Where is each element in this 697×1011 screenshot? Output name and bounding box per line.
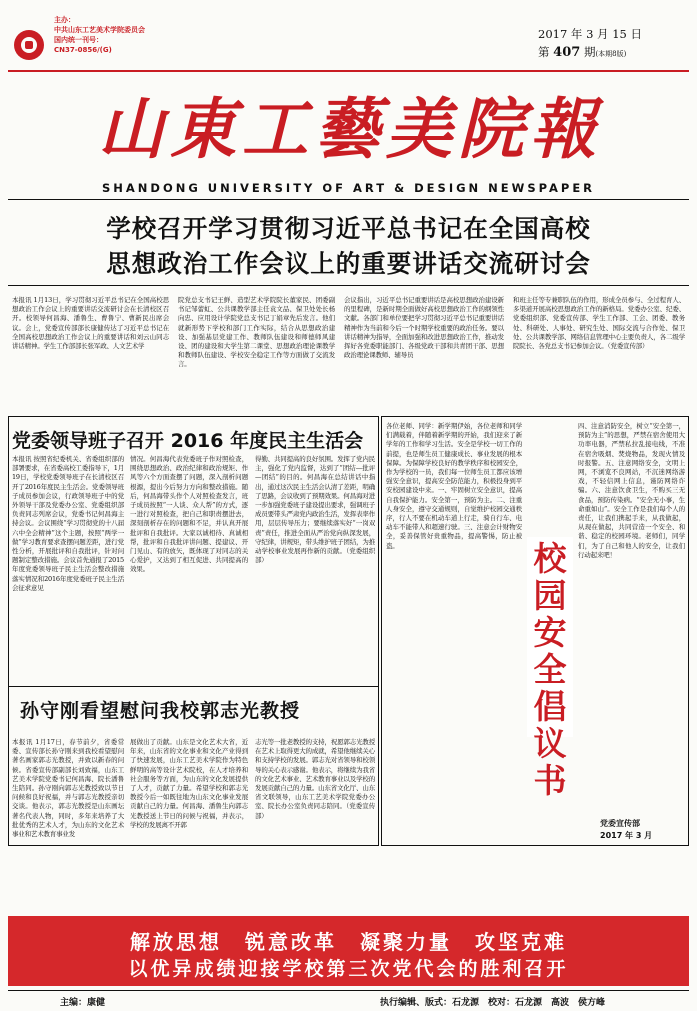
visit-headline: 孙守刚看望慰问我校郭志光教授 — [20, 700, 301, 722]
lead-article-col2: 院党总支书记王鲜、造型艺术学院院长董家民、团委副书记邹蕾虹、公共课教学部主任袁文品、保卫处处长杨向忠、应用设计学院党总支书记丁娟章先后发言。他们就新形势下学校和部门工作实际，结合从思想政治建设、加强基层党建工作、教师队伍建设和师德师风建设、团的建设和大学生第二课堂、思想政治理论课教学和教师队伍建设、学校安全稳定工作等方面做了交流发言。 — [178, 296, 335, 369]
meeting-article-col1: 本报讯 按照省纪委机关、省委组织部的部署要求，在省委高校工委指导下，1月19日，学校党委领导班子在长清校区召开了2016年度民主生活会。党委领导班子成员参加会议，行政领导班子中的党外领导干部及党委办公室、党委组织部负责同志列席会议，党委书记何昌海主持会议。会议围绕“学习贯彻党的十八届六中全会精神”这个主题，按照“两学一做”学习教育要求查摆问题差距，进行党性分析，开展批评和自我批评，针对问题制定整改措施。会议首先通报了2015年度党委领导班子民主生活会整改措施落实情况和2016年度党委班子民主生活会征求意见 — [12, 455, 124, 592]
visit-article-col3: 志光等一批老教授的支持，祝愿郭志光教授在艺术上取得更大的成就，希望他继续关心和支持学校的发展。郭志光对省领导和校领导的关心表示感谢。他表示，将继续为我省的文化艺术事业、艺术教育事业以及学校的发展贡献自己的力量。山东省文化厅、山东省文联领导，山东工艺美术学院党委办公室、院长办公室负责同志陪同。（党委宣传部） — [255, 738, 375, 820]
footer-exec-editor: 执行编辑、版式：石龙源 校对：石龙源 高波 侯方峰 — [380, 998, 606, 1008]
visit-article-col2: 展做出了贡献。山东是文化艺术大省，近年来，山东省的文化事业和文化产业得到了快速发展，山东工艺美术学院作为特色鲜明的高等设计艺术院校，在人才培养和社会服务等方面，为山东的文化发展提供了人才，贡献了力量。希望学校和郭志光教授今后一如既往地为山东文化事业发展贡献自己的力量。何昌海、潘鲁生向郭志光教授送上节日的问候与祝福，并表示，学校的发展离不开郭 — [130, 738, 248, 829]
sponsor-block — [54, 15, 145, 55]
issue-date: 2017 年 3 月 15 日 — [538, 27, 642, 41]
divider — [8, 285, 689, 286]
safety-vertical-title: 校园安全倡议书 — [533, 539, 567, 800]
safety-text-left: 各位老师、同学：新学期伊始，各位老师和同学们满载着，伴随着新学期的开始，我们迎来了新学年的工作和学习生活。安全是学校一切工作的前提，也是师生员工健康成长、事业发展的根本保障。为保障学校良好的教学秩序和校园安全，作为学校的一员，我们每一位师生员工都应该增强安全意识，提高安全防范能力，积极投身到平安校园建设中来。一、牢固树立安全意识，提高自我保护能力。安全第一，预防为主。二、注重人身安全，遵守交通规则，自觉维护校园交通秩序，行人不要在机动车道上行走，骑自行车、电动车不能带人和超速行驶。三、注意会计财物安全，妥善保管好贵重物品，提高警惕，防止被盗。 — [386, 422, 522, 550]
school-logo — [14, 30, 44, 60]
issue-number-line — [538, 44, 626, 60]
lead-article-col4: 和班主任等专兼职队伍的作用，形成全员参与、全过程育人、多渠道开展高校思想政治工作的新格局。党委办公室、纪委、党委组织部、党委宣传部、学生工作部、工会、团委、教务处、科研处、人事处、研究生处、国际交流与合作处、保卫处、公共课教学部、网络信息管理中心主要负责人，各二级学院院长、各党总支书记参加会议。（党委宣传部） — [513, 296, 685, 351]
footer-editor: 主编：康健 — [60, 998, 106, 1008]
issue-number: 407 — [553, 45, 581, 60]
lead-headline-line1: 学校召开学习贯彻习近平总书记在全国高校 — [106, 214, 591, 243]
newspaper-name-en: SHANDONG UNIVERSITY OF ART & DESIGN NEWSPAPER — [101, 181, 596, 195]
visit-article-col1: 本报讯 1月17日，春节前夕，省委常委、宣传部长孙守刚来到我校看望慰问著名画家郭志光教授，并致以新春的问候。省委宣传部副部长刘致福，山东工艺美术学院党委书记何昌海、院长潘鲁生陪同。孙守刚向郭志光教授致以节日问候和良好祝福，并与郭志光教授亲切交谈。他表示，郭志光教授是山东画坛著名代表人物，同时，多年来培养了大批优秀的艺术人才，为山东的文化艺术事业和艺术教育事业发 — [12, 738, 124, 839]
issue-note: (本期8版) — [595, 50, 627, 58]
sponsor-org: 中共山东工艺美术学院委员会 — [54, 26, 145, 34]
slogan-line1: 解放思想 锐意改革 凝聚力量 攻坚克难 — [130, 930, 567, 954]
lead-article-col3: 会议指出，习近平总书记重要讲话是高校思想政治建设新的里程碑，是新时期全面做好高校思想政治工作的纲领性文献。各部门和单位要把学习贯彻习近平总书记重要讲话精神作为当前和今后一个时期学校重要的政治任务。要以讲话精神为指导，全面加强和改进思想政治工作，推动发挥好各党委职能部门、各级党政干部和共青团干部、思想政治理论课教师、辅导员 — [344, 296, 504, 360]
issn-number: CN37-0856/(G) — [54, 46, 112, 54]
meeting-article-col2: 情况。何昌海代表党委班子作对照检查，围绕思想政治、政治纪律和政治规矩、作风等六个方面查摆了问题，深入剖析问题根源，提出今后努力方向和整改措施。随后，何昌海带头作个人对照检查发言，班子成员按照“一人谈、众人帮”的方式，逐一进行对照检查，把自己和职责摆进去，深刻剖析存在的问题和不足，并认真开展批评和自我批评。大家以诚相待、真诚相帮，批评和自我批评讲问题、提建议、开门见山、有的放矢，既体现了对同志的关心爱护，又达到了相互促进、共同提高的效果。 — [130, 455, 248, 574]
slogan-line2: 以优异成绩迎接学校第三次党代会的胜利召开 — [128, 958, 569, 980]
divider — [8, 686, 379, 687]
safety-signer: 党委宣传部 — [600, 819, 640, 828]
lead-article-col1: 本报讯 1月13日，学习贯彻习近平总书记在全国高校思想政治工作会议上的重要讲话交流研讨会在长清校区召开。校领导何昌海、潘鲁生、曹鲁宁、曹新民出席会议。会上，党委宣传部部长康健传达了习近平总书记在全国高校思想政治工作会议上的重要讲话和刘云山同志讲话精神。学生工作部部长张军政、人文艺术学 — [12, 296, 169, 351]
issue-suffix: 期 — [583, 45, 596, 59]
safety-text-right: 四、注意消防安全，树立“安全第一，预防为主”的思想，严禁在宿舍使用大功率电器，严禁私拉乱接电线，不准在宿舍吸烟、焚烧物品，发现火情及时报警。五、注意网络安全，文明上网，不浏览不良网站，不沉迷网络游戏，不轻信网上信息，谨防网络诈骗。六、注意饮食卫生，不购买三无食品，预防传染病。“安全无小事，生命重如山”。安全工作是我们每个人的责任，让我们携起手来，从我做起，从现在做起，共同营造一个安全、和谐、稳定的校园环境。老师们，同学们，为了自己和他人的安全，让我们行动起来吧！ — [578, 422, 685, 559]
lead-headline-line2: 思想政治工作会议上的重要讲话交流研讨会 — [106, 249, 591, 278]
issn-label: 国内统一刊号： — [54, 36, 103, 44]
footer-rule — [8, 990, 689, 991]
masthead-rule — [8, 70, 689, 72]
sponsor-label: 主办： — [54, 16, 75, 24]
newspaper-masthead: 山東工藝美院報 — [98, 90, 602, 168]
safety-sign-date: 2017 年 3 月 — [600, 831, 653, 840]
meeting-article-col3: 得勤、共同提高的良好氛围。发挥了党内民主，强化了党内监督，达到了“团结—批评—团结”的目的。何昌海在总结讲话中指出，通过这次民主生活会认清了差距，明确了思路，会议收到了预期效果。何昌海对进一步加强党委班子建设提出要求，强调班子成员要带头严肃党内政治生活，发挥表率作用，层层传导压力；要继续落实好“一岗双责”责任，推进全面从严治党向纵深发展，守纪律，讲规矩，带头维护班子团结，为推动学校事业发展再作新的贡献。（党委组织部） — [255, 455, 375, 565]
meeting-headline: 党委领导班子召开 2016 年度民主生活会 — [12, 430, 364, 452]
issue-prefix: 第 — [538, 45, 550, 59]
lead-headline — [0, 211, 697, 281]
divider — [8, 199, 689, 200]
